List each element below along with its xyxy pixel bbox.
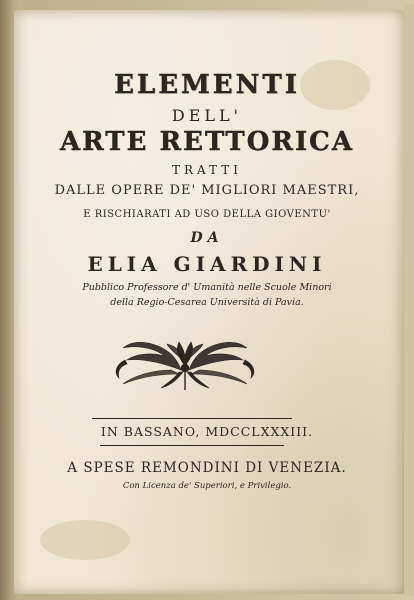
paper-stain	[40, 520, 130, 560]
foliate-printers-ornament-icon	[105, 328, 265, 398]
title-line-arte-rettorica: ARTE RETTORICA	[59, 127, 355, 157]
imprint-license: Con Licenza de' Superiori, e Privilegio.	[122, 481, 292, 491]
top-rule-divider	[92, 418, 292, 419]
author-preposition: DA	[190, 230, 224, 246]
title-line-dell: DELL'	[171, 106, 243, 125]
imprint-place-date: IN BASSANO, MDCCLXXXIII.	[100, 424, 314, 439]
subtitle-dalle-opere: DALLE OPERE DE' MIGLIORI MAESTRI,	[54, 183, 360, 198]
imprint-publisher: A SPESE REMONDINI DI VENEZIA.	[67, 460, 347, 476]
author-name: ELIA GIARDINI	[87, 252, 327, 276]
subtitle-rischiarati: E RISCHIARATI AD USO DELLA GIOVENTU'	[83, 209, 331, 220]
author-role-line1: Pubblico Professore d' Umanità nelle Scuole Minori	[82, 282, 332, 293]
subtitle-tratti: TRATTI	[171, 163, 243, 177]
author-role-line2: della Regio-Cesarea Università di Pavia.	[110, 297, 304, 308]
title-line-elementi: ELEMENTI	[114, 70, 300, 100]
bottom-rule-divider	[100, 445, 284, 446]
